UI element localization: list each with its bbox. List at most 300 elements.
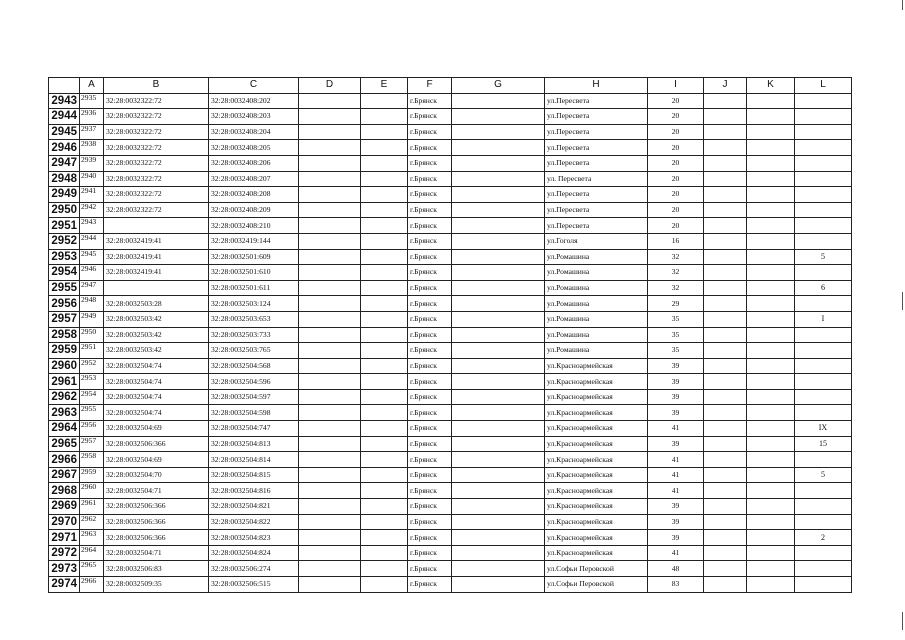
cell-e[interactable] — [361, 421, 408, 437]
cell-k[interactable] — [747, 405, 795, 421]
cell-k[interactable] — [747, 358, 795, 374]
cell-c[interactable]: 32:28:0032504:823 — [209, 530, 299, 546]
row-number-cell[interactable]: 2960 — [49, 358, 80, 374]
cell-g[interactable] — [452, 358, 545, 374]
cell-d[interactable] — [299, 452, 361, 468]
cell-f[interactable]: г.Брянск — [408, 171, 452, 187]
cell-a[interactable]: 2944 — [80, 233, 104, 249]
cell-d[interactable] — [299, 421, 361, 437]
row-number-cell[interactable]: 2951 — [49, 218, 80, 234]
cell-d[interactable] — [299, 467, 361, 483]
cell-l[interactable] — [795, 514, 852, 530]
cell-l[interactable] — [795, 93, 852, 109]
cell-e[interactable] — [361, 140, 408, 156]
column-header-a[interactable]: A — [80, 78, 104, 94]
cell-j[interactable] — [704, 358, 747, 374]
cell-e[interactable] — [361, 436, 408, 452]
cell-b[interactable]: 32:28:0032322:72 — [104, 202, 209, 218]
cell-b[interactable]: 32:28:0032322:72 — [104, 93, 209, 109]
cell-j[interactable] — [704, 405, 747, 421]
cell-d[interactable] — [299, 249, 361, 265]
cell-e[interactable] — [361, 233, 408, 249]
cell-f[interactable]: г.Брянск — [408, 530, 452, 546]
cell-g[interactable] — [452, 421, 545, 437]
cell-k[interactable] — [747, 452, 795, 468]
corner-cell[interactable] — [49, 78, 80, 94]
cell-j[interactable] — [704, 233, 747, 249]
cell-g[interactable] — [452, 233, 545, 249]
cell-i[interactable]: 35 — [648, 327, 704, 343]
cell-d[interactable] — [299, 202, 361, 218]
cell-e[interactable] — [361, 249, 408, 265]
cell-i[interactable]: 35 — [648, 343, 704, 359]
cell-f[interactable]: г.Брянск — [408, 202, 452, 218]
cell-e[interactable] — [361, 202, 408, 218]
cell-h[interactable]: ул.Красноармейская — [545, 514, 648, 530]
cell-l[interactable] — [795, 109, 852, 125]
cell-j[interactable] — [704, 499, 747, 515]
cell-k[interactable] — [747, 374, 795, 390]
cell-k[interactable] — [747, 280, 795, 296]
cell-a[interactable]: 2940 — [80, 171, 104, 187]
cell-j[interactable] — [704, 311, 747, 327]
cell-j[interactable] — [704, 124, 747, 140]
cell-d[interactable] — [299, 514, 361, 530]
cell-j[interactable] — [704, 265, 747, 281]
cell-h[interactable]: ул.Пересвета — [545, 93, 648, 109]
cell-f[interactable]: г.Брянск — [408, 140, 452, 156]
cell-h[interactable]: ул.Пересвета — [545, 218, 648, 234]
cell-i[interactable]: 48 — [648, 561, 704, 577]
cell-l[interactable] — [795, 296, 852, 312]
cell-b[interactable]: 32:28:0032504:74 — [104, 374, 209, 390]
cell-l[interactable]: 5 — [795, 467, 852, 483]
cell-l[interactable] — [795, 499, 852, 515]
cell-j[interactable] — [704, 467, 747, 483]
cell-i[interactable]: 83 — [648, 577, 704, 593]
row-number-cell[interactable]: 2949 — [49, 187, 80, 203]
cell-c[interactable]: 32:28:0032408:204 — [209, 124, 299, 140]
cell-h[interactable]: ул.Пересвета — [545, 124, 648, 140]
cell-i[interactable]: 20 — [648, 109, 704, 125]
cell-d[interactable] — [299, 389, 361, 405]
cell-f[interactable]: г.Брянск — [408, 218, 452, 234]
cell-d[interactable] — [299, 155, 361, 171]
cell-j[interactable] — [704, 218, 747, 234]
cell-c[interactable]: 32:28:0032504:568 — [209, 358, 299, 374]
cell-c[interactable]: 32:28:0032504:814 — [209, 452, 299, 468]
row-number-cell[interactable]: 2967 — [49, 467, 80, 483]
cell-i[interactable]: 39 — [648, 389, 704, 405]
cell-j[interactable] — [704, 296, 747, 312]
cell-i[interactable]: 20 — [648, 140, 704, 156]
cell-d[interactable] — [299, 577, 361, 593]
row-number-cell[interactable]: 2958 — [49, 327, 80, 343]
cell-d[interactable] — [299, 483, 361, 499]
cell-e[interactable] — [361, 405, 408, 421]
cell-c[interactable]: 32:28:0032408:206 — [209, 155, 299, 171]
cell-k[interactable] — [747, 233, 795, 249]
cell-i[interactable]: 20 — [648, 93, 704, 109]
column-header-e[interactable]: E — [361, 78, 408, 94]
cell-c[interactable]: 32:28:0032408:208 — [209, 187, 299, 203]
cell-l[interactable] — [795, 452, 852, 468]
cell-h[interactable]: ул.Ромашина — [545, 249, 648, 265]
cell-g[interactable] — [452, 374, 545, 390]
cell-k[interactable] — [747, 343, 795, 359]
cell-g[interactable] — [452, 265, 545, 281]
cell-e[interactable] — [361, 389, 408, 405]
cell-l[interactable] — [795, 405, 852, 421]
cell-f[interactable]: г.Брянск — [408, 311, 452, 327]
cell-j[interactable] — [704, 561, 747, 577]
cell-f[interactable]: г.Брянск — [408, 452, 452, 468]
column-header-g[interactable]: G — [452, 78, 545, 94]
cell-b[interactable]: 32:28:0032503:42 — [104, 311, 209, 327]
cell-h[interactable]: ул.Красноармейская — [545, 389, 648, 405]
cell-a[interactable]: 2947 — [80, 280, 104, 296]
cell-c[interactable]: 32:28:0032504:597 — [209, 389, 299, 405]
row-number-cell[interactable]: 2944 — [49, 109, 80, 125]
cell-e[interactable] — [361, 530, 408, 546]
cell-b[interactable]: 32:28:0032504:70 — [104, 467, 209, 483]
cell-i[interactable]: 39 — [648, 514, 704, 530]
cell-h[interactable]: ул.Пересвета — [545, 155, 648, 171]
cell-k[interactable] — [747, 327, 795, 343]
cell-l[interactable] — [795, 545, 852, 561]
cell-k[interactable] — [747, 109, 795, 125]
cell-k[interactable] — [747, 249, 795, 265]
cell-a[interactable]: 2954 — [80, 389, 104, 405]
row-number-cell[interactable]: 2963 — [49, 405, 80, 421]
cell-f[interactable]: г.Брянск — [408, 405, 452, 421]
cell-k[interactable] — [747, 202, 795, 218]
cell-g[interactable] — [452, 577, 545, 593]
cell-h[interactable]: ул.Красноармейская — [545, 499, 648, 515]
cell-d[interactable] — [299, 561, 361, 577]
cell-a[interactable]: 2956 — [80, 421, 104, 437]
cell-c[interactable]: 32:28:0032504:815 — [209, 467, 299, 483]
cell-k[interactable] — [747, 218, 795, 234]
cell-b[interactable] — [104, 280, 209, 296]
cell-l[interactable] — [795, 561, 852, 577]
cell-e[interactable] — [361, 452, 408, 468]
cell-e[interactable] — [361, 499, 408, 515]
cell-a[interactable]: 2943 — [80, 218, 104, 234]
cell-c[interactable]: 32:28:0032408:202 — [209, 93, 299, 109]
cell-c[interactable]: 32:28:0032504:813 — [209, 436, 299, 452]
cell-g[interactable] — [452, 109, 545, 125]
cell-b[interactable]: 32:28:0032322:72 — [104, 171, 209, 187]
cell-j[interactable] — [704, 171, 747, 187]
cell-k[interactable] — [747, 296, 795, 312]
cell-a[interactable]: 2946 — [80, 265, 104, 281]
cell-i[interactable]: 20 — [648, 187, 704, 203]
row-number-cell[interactable]: 2959 — [49, 343, 80, 359]
cell-h[interactable]: ул.Красноармейская — [545, 374, 648, 390]
cell-f[interactable]: г.Брянск — [408, 545, 452, 561]
cell-e[interactable] — [361, 280, 408, 296]
cell-k[interactable] — [747, 577, 795, 593]
cell-a[interactable]: 2938 — [80, 140, 104, 156]
cell-j[interactable] — [704, 436, 747, 452]
cell-d[interactable] — [299, 140, 361, 156]
cell-i[interactable]: 20 — [648, 155, 704, 171]
cell-f[interactable]: г.Брянск — [408, 93, 452, 109]
cell-e[interactable] — [361, 311, 408, 327]
cell-d[interactable] — [299, 499, 361, 515]
cell-j[interactable] — [704, 530, 747, 546]
cell-l[interactable]: IX — [795, 421, 852, 437]
row-number-cell[interactable]: 2969 — [49, 499, 80, 515]
cell-d[interactable] — [299, 311, 361, 327]
cell-g[interactable] — [452, 311, 545, 327]
cell-c[interactable]: 32:28:0032503:124 — [209, 296, 299, 312]
cell-f[interactable]: г.Брянск — [408, 327, 452, 343]
cell-j[interactable] — [704, 202, 747, 218]
cell-k[interactable] — [747, 171, 795, 187]
cell-l[interactable]: 5 — [795, 249, 852, 265]
column-header-b[interactable]: B — [104, 78, 209, 94]
cell-g[interactable] — [452, 202, 545, 218]
cell-i[interactable]: 35 — [648, 311, 704, 327]
cell-k[interactable] — [747, 187, 795, 203]
row-number-cell[interactable]: 2946 — [49, 140, 80, 156]
cell-l[interactable] — [795, 155, 852, 171]
cell-a[interactable]: 2942 — [80, 202, 104, 218]
cell-g[interactable] — [452, 343, 545, 359]
cell-d[interactable] — [299, 124, 361, 140]
cell-f[interactable]: г.Брянск — [408, 483, 452, 499]
cell-k[interactable] — [747, 530, 795, 546]
cell-f[interactable]: г.Брянск — [408, 436, 452, 452]
cell-b[interactable]: 32:28:0032504:71 — [104, 483, 209, 499]
cell-h[interactable]: ул.Софьи Перовской — [545, 561, 648, 577]
cell-j[interactable] — [704, 577, 747, 593]
cell-l[interactable] — [795, 140, 852, 156]
cell-e[interactable] — [361, 467, 408, 483]
cell-l[interactable] — [795, 389, 852, 405]
cell-f[interactable]: г.Брянск — [408, 296, 452, 312]
cell-l[interactable] — [795, 374, 852, 390]
cell-k[interactable] — [747, 93, 795, 109]
cell-b[interactable]: 32:28:0032509:35 — [104, 577, 209, 593]
cell-g[interactable] — [452, 187, 545, 203]
cell-i[interactable]: 39 — [648, 530, 704, 546]
cell-b[interactable]: 32:28:0032504:74 — [104, 358, 209, 374]
cell-f[interactable]: г.Брянск — [408, 233, 452, 249]
cell-f[interactable]: г.Брянск — [408, 499, 452, 515]
cell-b[interactable]: 32:28:0032506:366 — [104, 530, 209, 546]
cell-h[interactable]: ул.Красноармейская — [545, 545, 648, 561]
cell-e[interactable] — [361, 296, 408, 312]
cell-g[interactable] — [452, 124, 545, 140]
cell-g[interactable] — [452, 389, 545, 405]
cell-h[interactable]: ул.Красноармейская — [545, 530, 648, 546]
cell-d[interactable] — [299, 296, 361, 312]
cell-a[interactable]: 2937 — [80, 124, 104, 140]
cell-e[interactable] — [361, 155, 408, 171]
cell-i[interactable]: 20 — [648, 124, 704, 140]
cell-b[interactable]: 32:28:0032504:69 — [104, 452, 209, 468]
cell-e[interactable] — [361, 374, 408, 390]
cell-h[interactable]: ул.Красноармейская — [545, 452, 648, 468]
cell-d[interactable] — [299, 343, 361, 359]
cell-a[interactable]: 2962 — [80, 514, 104, 530]
cell-e[interactable] — [361, 343, 408, 359]
column-header-c[interactable]: C — [209, 78, 299, 94]
cell-h[interactable]: ул.Ромашина — [545, 296, 648, 312]
cell-f[interactable]: г.Брянск — [408, 155, 452, 171]
column-header-i[interactable]: I — [648, 78, 704, 94]
cell-b[interactable] — [104, 218, 209, 234]
cell-l[interactable] — [795, 343, 852, 359]
cell-e[interactable] — [361, 187, 408, 203]
cell-g[interactable] — [452, 530, 545, 546]
cell-a[interactable]: 2948 — [80, 296, 104, 312]
cell-j[interactable] — [704, 514, 747, 530]
cell-j[interactable] — [704, 483, 747, 499]
cell-c[interactable]: 32:28:0032408:205 — [209, 140, 299, 156]
cell-e[interactable] — [361, 483, 408, 499]
cell-a[interactable]: 2941 — [80, 187, 104, 203]
cell-a[interactable]: 2953 — [80, 374, 104, 390]
row-number-cell[interactable]: 2950 — [49, 202, 80, 218]
cell-k[interactable] — [747, 421, 795, 437]
cell-d[interactable] — [299, 436, 361, 452]
cell-e[interactable] — [361, 545, 408, 561]
cell-j[interactable] — [704, 155, 747, 171]
cell-j[interactable] — [704, 374, 747, 390]
row-number-cell[interactable]: 2953 — [49, 249, 80, 265]
cell-e[interactable] — [361, 93, 408, 109]
row-number-cell[interactable]: 2966 — [49, 452, 80, 468]
row-number-cell[interactable]: 2961 — [49, 374, 80, 390]
cell-c[interactable]: 32:28:0032506:515 — [209, 577, 299, 593]
row-number-cell[interactable]: 2965 — [49, 436, 80, 452]
cell-a[interactable]: 2935 — [80, 93, 104, 109]
row-number-cell[interactable]: 2952 — [49, 233, 80, 249]
cell-h[interactable]: ул.Пересвета — [545, 109, 648, 125]
cell-g[interactable] — [452, 405, 545, 421]
cell-h[interactable]: ул.Ромашина — [545, 311, 648, 327]
cell-k[interactable] — [747, 483, 795, 499]
cell-d[interactable] — [299, 327, 361, 343]
cell-h[interactable]: ул.Софьи Перовской — [545, 577, 648, 593]
row-number-cell[interactable]: 2948 — [49, 171, 80, 187]
cell-i[interactable]: 29 — [648, 296, 704, 312]
cell-l[interactable]: 15 — [795, 436, 852, 452]
cell-g[interactable] — [452, 545, 545, 561]
cell-d[interactable] — [299, 545, 361, 561]
cell-e[interactable] — [361, 358, 408, 374]
cell-f[interactable]: г.Брянск — [408, 249, 452, 265]
cell-f[interactable]: г.Брянск — [408, 577, 452, 593]
cell-f[interactable]: г.Брянск — [408, 280, 452, 296]
cell-l[interactable] — [795, 265, 852, 281]
cell-c[interactable]: 32:28:0032503:653 — [209, 311, 299, 327]
cell-c[interactable]: 32:28:0032504:598 — [209, 405, 299, 421]
cell-c[interactable]: 32:28:0032504:596 — [209, 374, 299, 390]
row-number-cell[interactable]: 2956 — [49, 296, 80, 312]
row-number-cell[interactable]: 2954 — [49, 265, 80, 281]
cell-c[interactable]: 32:28:0032419:144 — [209, 233, 299, 249]
cell-k[interactable] — [747, 436, 795, 452]
cell-b[interactable]: 32:28:0032322:72 — [104, 140, 209, 156]
cell-d[interactable] — [299, 358, 361, 374]
cell-f[interactable]: г.Брянск — [408, 109, 452, 125]
cell-k[interactable] — [747, 155, 795, 171]
cell-j[interactable] — [704, 249, 747, 265]
cell-g[interactable] — [452, 140, 545, 156]
cell-a[interactable]: 2957 — [80, 436, 104, 452]
cell-b[interactable]: 32:28:0032506:366 — [104, 514, 209, 530]
cell-l[interactable] — [795, 202, 852, 218]
cell-l[interactable]: I — [795, 311, 852, 327]
cell-b[interactable]: 32:28:0032503:28 — [104, 296, 209, 312]
cell-g[interactable] — [452, 561, 545, 577]
cell-g[interactable] — [452, 249, 545, 265]
cell-c[interactable]: 32:28:0032501:611 — [209, 280, 299, 296]
cell-i[interactable]: 41 — [648, 483, 704, 499]
cell-g[interactable] — [452, 280, 545, 296]
cell-g[interactable] — [452, 499, 545, 515]
cell-a[interactable]: 2951 — [80, 343, 104, 359]
row-number-cell[interactable]: 2962 — [49, 389, 80, 405]
cell-a[interactable]: 2936 — [80, 109, 104, 125]
cell-l[interactable] — [795, 124, 852, 140]
cell-h[interactable]: ул.Красноармейская — [545, 467, 648, 483]
cell-d[interactable] — [299, 233, 361, 249]
cell-h[interactable]: ул. Пересвета — [545, 171, 648, 187]
cell-l[interactable]: 2 — [795, 530, 852, 546]
cell-b[interactable]: 32:28:0032506:366 — [104, 436, 209, 452]
cell-f[interactable]: г.Брянск — [408, 187, 452, 203]
column-header-j[interactable]: J — [704, 78, 747, 94]
row-number-cell[interactable]: 2945 — [49, 124, 80, 140]
cell-e[interactable] — [361, 124, 408, 140]
cell-g[interactable] — [452, 171, 545, 187]
cell-f[interactable]: г.Брянск — [408, 374, 452, 390]
cell-j[interactable] — [704, 452, 747, 468]
cell-l[interactable] — [795, 327, 852, 343]
cell-k[interactable] — [747, 140, 795, 156]
row-number-cell[interactable]: 2970 — [49, 514, 80, 530]
cell-i[interactable]: 32 — [648, 249, 704, 265]
cell-i[interactable]: 20 — [648, 202, 704, 218]
cell-a[interactable]: 2939 — [80, 155, 104, 171]
cell-g[interactable] — [452, 327, 545, 343]
cell-h[interactable]: ул.Красноармейская — [545, 483, 648, 499]
cell-b[interactable]: 32:28:0032506:83 — [104, 561, 209, 577]
cell-f[interactable]: г.Брянск — [408, 265, 452, 281]
cell-g[interactable] — [452, 93, 545, 109]
cell-j[interactable] — [704, 421, 747, 437]
cell-a[interactable]: 2961 — [80, 499, 104, 515]
cell-h[interactable]: ул.Ромашина — [545, 327, 648, 343]
cell-b[interactable]: 32:28:0032322:72 — [104, 109, 209, 125]
cell-g[interactable] — [452, 467, 545, 483]
cell-g[interactable] — [452, 155, 545, 171]
cell-j[interactable] — [704, 327, 747, 343]
cell-k[interactable] — [747, 467, 795, 483]
cell-h[interactable]: ул.Ромашина — [545, 280, 648, 296]
cell-c[interactable]: 32:28:0032408:210 — [209, 218, 299, 234]
cell-f[interactable]: г.Брянск — [408, 343, 452, 359]
cell-i[interactable]: 41 — [648, 545, 704, 561]
cell-e[interactable] — [361, 171, 408, 187]
cell-l[interactable] — [795, 171, 852, 187]
